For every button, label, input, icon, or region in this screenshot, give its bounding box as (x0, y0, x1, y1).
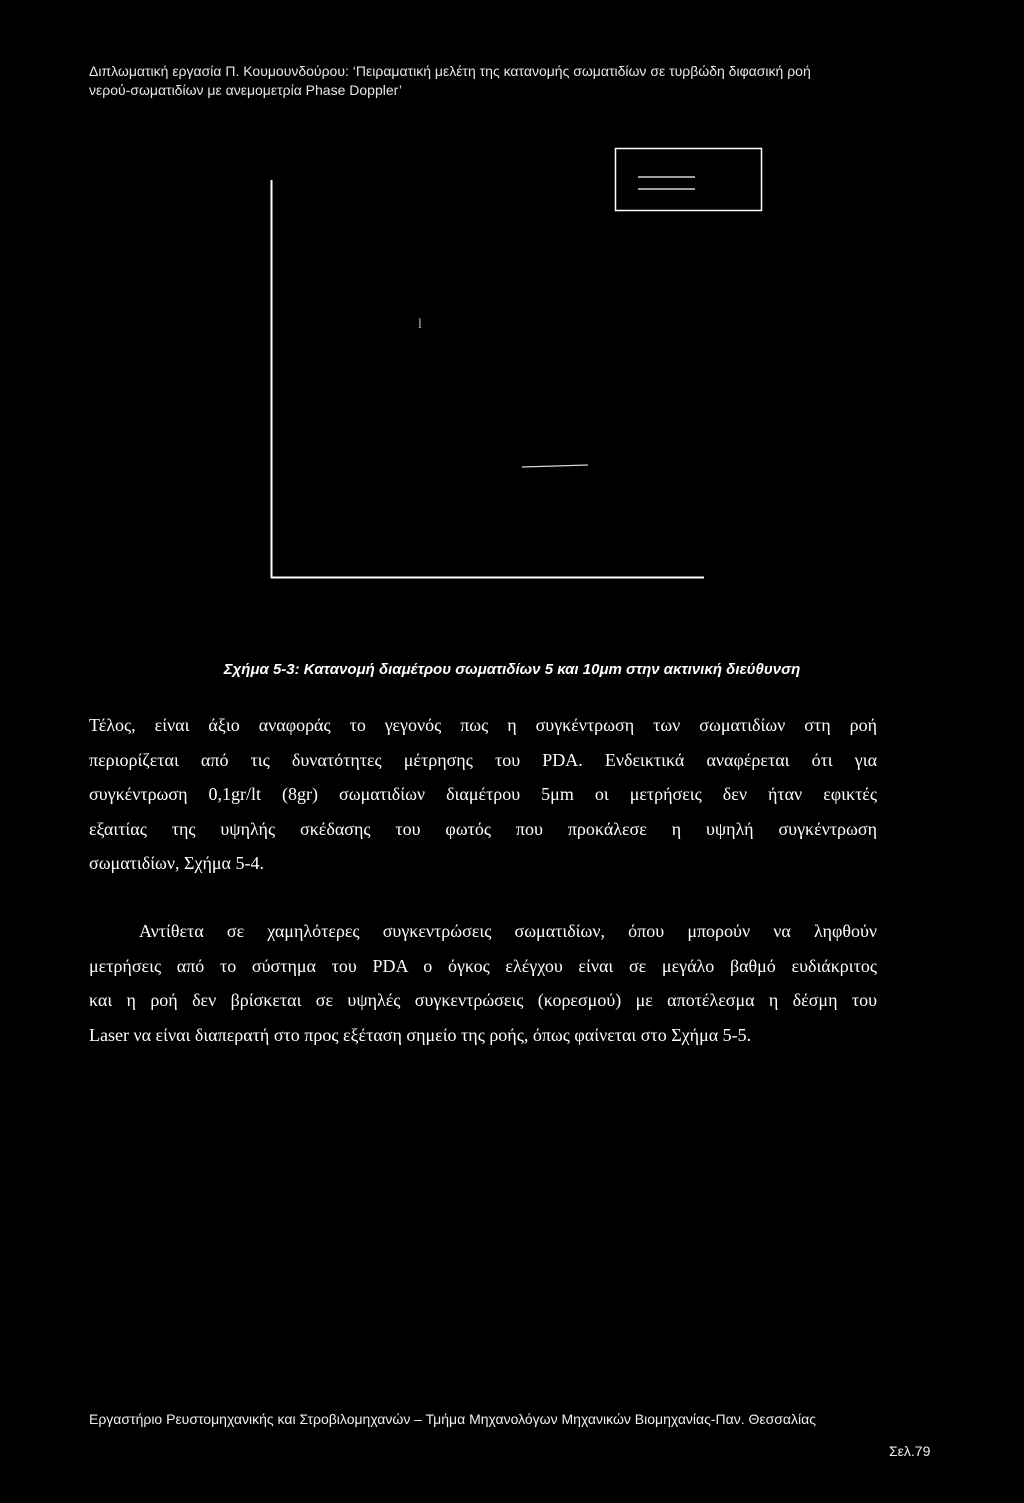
stray-tick-mark: l (418, 317, 422, 332)
header-line-2: νερού-σωματιδίων με ανεμομετρία Phase Doppler’ (89, 82, 402, 98)
paragraph-1-line-4: εξαιτίας της υψηλής σκέδασης του φωτός που προκάλεσε η υψηλή συγκέντρωση (89, 818, 877, 839)
paragraph-1-line-3: συγκέντρωση 0,1gr/lt (8gr) σωματιδίων διαμέτρου 5μm οι μετρήσεις δεν ήταν εφικτές (89, 784, 877, 804)
running-footer: Εργαστήριο Ρευστομηχανικής και Στροβιλομηχανών – Τμήμα Μηχανολόγων Μηχανικών Βιομηχανίας-Παν. Θεσσαλίας (89, 1411, 816, 1427)
paragraph-1-line-5: σωματιδίων, Σχήμα 5-4. (89, 853, 264, 873)
paragraph-1-line-1: Τέλος, είναι άξιο αναφοράς το γεγονός πως η συγκέντρωση των σωματιδίων στη ροή (89, 715, 877, 735)
header-line-1: Διπλωματική εργασία Π. Κουμουνδούρου: ‘Πειραματική μελέτη της κατανομής σωματιδίων σε τυρβώδη διφασική ροή (89, 63, 811, 79)
paragraph-2-line-2: μετρήσεις από το σύστημα του PDA ο όγκος ελέγχου είναι σε μεγάλο βαθμό ευδιάκριτος (89, 955, 877, 976)
data-line-fragment (522, 465, 588, 467)
figure-caption: Σχήμα 5-3: Κατανομή διαμέτρου σωματιδίων 5 και 10μm στην ακτινική διεύθυνση (223, 661, 801, 678)
paragraph-2-line-3: και η ροή δεν βρίσκεται σε υψηλές συγκεντρώσεις (κορεσμού) με αποτέλεσμα η δέσμη του (89, 990, 877, 1010)
paragraph-1 (89, 708, 877, 881)
running-header (89, 62, 989, 100)
paragraph-1-line-2: περιορίζεται από τις δυνατότητες μέτρησης του PDA. Ενδεικτικά αναφέρεται ότι για (89, 749, 877, 770)
paragraph-2-line-4: Laser να είναι διαπερατή στο προς εξέταση σημείο της ροής, όπως φαίνεται στο Σχήμα 5-5. (89, 1024, 752, 1045)
paragraph-2-line-1: Αντίθετα σε χαμηλότερες συγκεντρώσεις σωματιδίων, όπου μπορούν να ληφθούν (139, 921, 877, 941)
legend-box (616, 149, 762, 211)
page-number: Σελ.79 (889, 1443, 931, 1459)
paragraph-2 (89, 914, 877, 1052)
